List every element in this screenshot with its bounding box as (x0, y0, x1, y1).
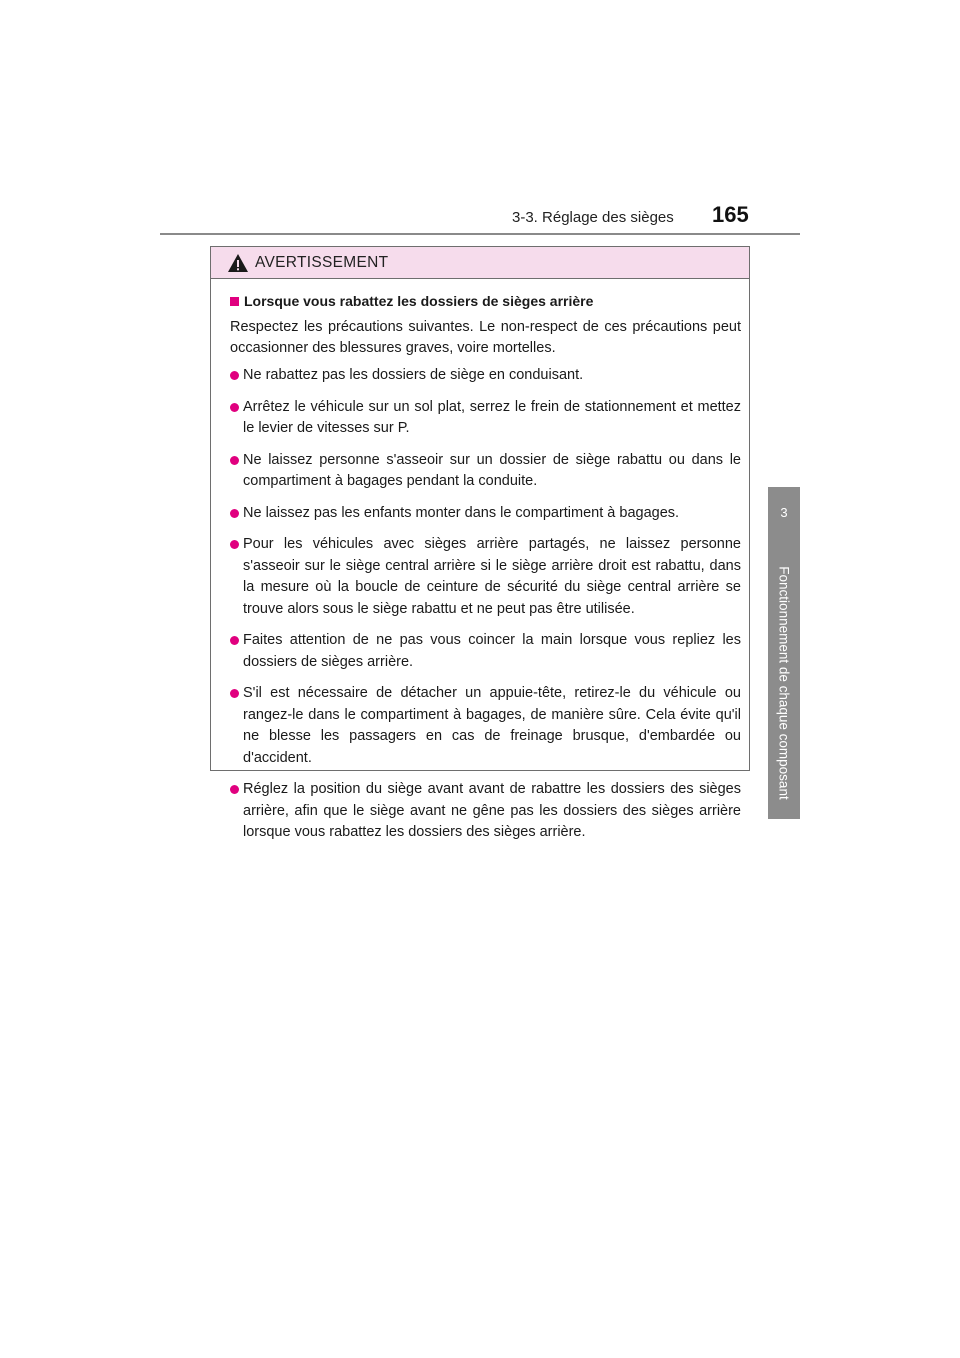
intro-text: Respectez les précautions suivantes. Le non-respect de ces précautions peut occasionner des blessures graves, voire mortelles. (230, 319, 741, 356)
dot-bullet-icon (230, 403, 239, 412)
dot-bullet-icon (230, 456, 239, 465)
dot-bullet-icon (230, 785, 239, 794)
list-item-text: Arrêtez le véhicule sur un sol plat, serrez le frein de stationnement et mettez le levier de vitesses sur P. (243, 398, 741, 436)
list-item-text: Pour les véhicules avec sièges arrière partagés, ne laissez personne s'asseoir sur le siège central arrière si le siège arrière droit est rabattu, dans la mesure où la boucle de ceinture de sécurité du siège central arrière se trouve alors sous le siège rabattu et ne peut pas être utilisée. (243, 536, 741, 617)
chapter-side-tab (768, 487, 800, 819)
warning-header (211, 247, 749, 279)
dot-bullet-icon (230, 689, 239, 698)
intro-paragraph (230, 317, 741, 359)
header-rule (160, 233, 800, 235)
dot-bullet-icon (230, 636, 239, 645)
dot-bullet-icon (230, 540, 239, 549)
chapter-title: Fonctionnement de chaque composant (776, 566, 792, 800)
dot-bullet-icon (230, 371, 239, 380)
page-number: 165 (712, 202, 749, 227)
list-item-text: Ne laissez personne s'asseoir sur un dossier de siège rabattu ou dans le compartiment à bagages pendant la conduite. (243, 451, 741, 489)
list-item-text: Ne laissez pas les enfants monter dans le compartiment à bagages. (243, 504, 680, 521)
section-heading (230, 291, 741, 312)
warning-box (210, 246, 750, 840)
list-item-text: Ne rabattez pas les dossiers de siège en conduisant. (243, 367, 584, 383)
list-item-text: Faites attention de ne pas vous coincer la main lorsque vous repliez les dossiers de sièges arrière. (243, 632, 741, 670)
warning-triangle-icon (227, 253, 249, 273)
running-header-section: 3-3. Réglage des sièges (512, 209, 674, 226)
list-item-text: S'il est nécessaire de détacher un appuie-tête, retirez-le du véhicule ou rangez-le dans le compartiment à bagages, de manière sûre. Cela évite qu'il ne blesse les passagers en cas de freinage brusque, d'embardée ou d'accident. (243, 685, 741, 766)
list-item (230, 365, 741, 387)
warning-body (211, 279, 749, 844)
precaution-list (230, 365, 741, 844)
list-item (230, 779, 741, 844)
list-item (230, 683, 741, 769)
list-item (230, 450, 741, 493)
square-bullet-icon (230, 297, 239, 306)
dot-bullet-icon (230, 509, 239, 518)
chapter-number: 3 (780, 505, 788, 520)
list-item-text: Réglez la position du siège avant avant de rabattre les dossiers des sièges arrière, afin que le siège avant ne gêne pas les dossiers des sièges arrière lorsque vous rabattez les dossiers des sièges arrière. (243, 781, 741, 840)
warning-title: AVERTISSEMENT (255, 253, 389, 271)
section-heading-text: Lorsque vous rabattez les dossiers de sièges arrière (244, 293, 594, 309)
list-item (230, 503, 741, 525)
list-item (230, 630, 741, 673)
list-item (230, 534, 741, 620)
list-item (230, 397, 741, 440)
